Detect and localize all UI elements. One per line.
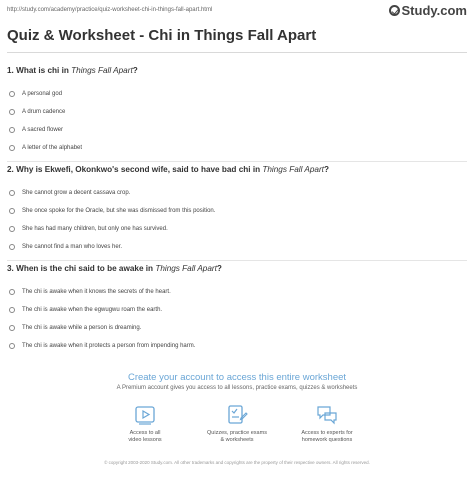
question-3 (7, 264, 467, 355)
feature-video-lessons (95, 404, 195, 444)
question-2-text (7, 165, 467, 174)
chat-icon (316, 404, 338, 426)
question-2 (7, 165, 467, 261)
radio-button[interactable] (9, 289, 15, 295)
question-3-prefix: 3. When is the chi said to be awake in (7, 264, 156, 273)
question-1 (7, 66, 467, 162)
question-3-italic: Things Fall Apart (155, 264, 217, 273)
promo-features (0, 404, 474, 454)
option-label: The chi is awake when it protects a person from impending harm. (22, 343, 196, 349)
option-label: The chi is awake when the egwugwu roam the earth. (22, 307, 163, 313)
top-bar (0, 0, 474, 20)
question-2-prefix: 2. Why is Ekwefi, Okonkwo's second wife, said to have bad chi in (7, 165, 263, 174)
option-3c[interactable] (7, 319, 467, 337)
radio-button[interactable] (9, 190, 15, 196)
option-label: She once spoke for the Oracle, but she was dismissed from this position. (22, 208, 216, 214)
option-label: She cannot grow a decent cassava crop. (22, 190, 131, 196)
option-2a[interactable] (7, 184, 467, 202)
radio-button[interactable] (9, 145, 15, 151)
study-logo-text: Study.com (401, 2, 467, 18)
option-label: A sacred flower (22, 127, 64, 133)
radio-button[interactable] (9, 91, 15, 97)
quiz-icon (226, 404, 248, 426)
radio-button[interactable] (9, 208, 15, 214)
radio-button[interactable] (9, 109, 15, 115)
promo-headline[interactable]: Create your account to access this entire worksheet (127, 372, 347, 383)
question-divider (7, 260, 467, 261)
feature-label-line2: homework questions (301, 437, 353, 443)
radio-button[interactable] (9, 325, 15, 331)
question-1-suffix: ? (132, 66, 138, 75)
feature-label-line1: Access to all (129, 430, 161, 436)
feature-label-line2: video lessons (128, 437, 162, 443)
question-1-italic: Things Fall Apart (71, 66, 133, 75)
option-1a[interactable] (7, 85, 467, 103)
feature-label-line1: Quizzes, practice exams (207, 430, 267, 436)
promo-subline: A Premium account gives you access to all lessons, practice exams, quizzes & worksheets (116, 385, 358, 391)
radio-button[interactable] (9, 343, 15, 349)
radio-button[interactable] (9, 244, 15, 250)
option-1c[interactable] (7, 121, 467, 139)
option-1b[interactable] (7, 103, 467, 121)
question-3-suffix: ? (216, 264, 222, 273)
option-2d[interactable] (7, 238, 467, 256)
option-label: A letter of the alphabet (22, 145, 83, 151)
title-divider (7, 52, 467, 53)
premium-promo (0, 372, 474, 391)
feature-experts (277, 404, 377, 444)
radio-button[interactable] (9, 226, 15, 232)
question-1-text (7, 66, 467, 75)
option-label: The chi is awake while a person is dreaming. (22, 325, 142, 331)
feature-quizzes (187, 404, 287, 444)
study-logo[interactable] (389, 3, 468, 18)
option-1d[interactable] (7, 139, 467, 157)
feature-label-line2: & worksheets (220, 437, 254, 443)
radio-button[interactable] (9, 127, 15, 133)
option-3d[interactable] (7, 337, 467, 355)
question-2-suffix: ? (323, 165, 329, 174)
option-label: She has had many children, but only one has survived. (22, 226, 168, 232)
page-url: http://study.com/academy/practice/quiz-worksheet-chi-in-things-fall-apart.html (7, 7, 213, 13)
option-3b[interactable] (7, 301, 467, 319)
option-label: She cannot find a man who loves her. (22, 244, 123, 250)
question-3-text (7, 264, 467, 273)
feature-label-line1: Access to experts for (301, 430, 353, 436)
page-title: Quiz & Worksheet - Chi in Things Fall Apart (7, 27, 317, 44)
option-label: The chi is awake when it knows the secrets of the heart. (22, 289, 171, 295)
copyright-footer: © copyright 2003-2020 Study.com. All other trademarks and copyrights are the property of their respective owners. All rights reserved. (104, 460, 370, 465)
question-divider (7, 161, 467, 162)
question-1-prefix: 1. What is chi in (7, 66, 72, 75)
video-icon (134, 404, 156, 426)
option-2c[interactable] (7, 220, 467, 238)
question-2-italic: Things Fall Apart (262, 165, 324, 174)
radio-button[interactable] (9, 307, 15, 313)
option-label: A personal god (22, 91, 63, 97)
option-2b[interactable] (7, 202, 467, 220)
study-logo-icon (389, 5, 400, 16)
option-3a[interactable] (7, 283, 467, 301)
option-label: A drum cadence (22, 109, 66, 115)
